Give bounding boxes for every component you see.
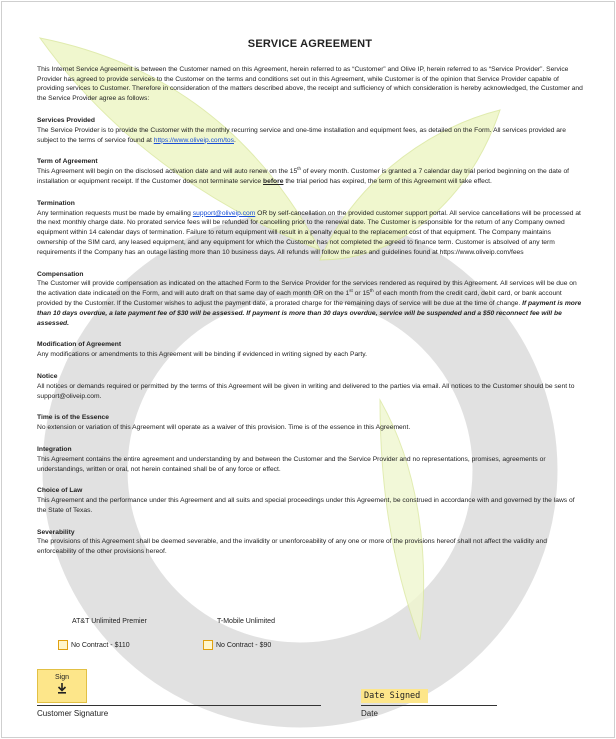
section-text: Any modifications or amendments to this Agreement will be binding if evidenced in writing signed by each Party. <box>37 351 367 359</box>
late-fee-warning: If payment is more than 10 days overdue, a late payment fee of $30 will be assessed. If payment is more than 30 days overdue, service will be suspended and a $50 reconnect fee will be assessed. <box>37 299 582 327</box>
section-heading: Severability <box>37 528 75 536</box>
section-text: This Agreement contains the entire agreement and understanding by and between the Customer and the Service Provider and no representations, promises, agreements or understandings, written or oral, not herein contained shall be of any force or effect. <box>37 455 546 473</box>
date-line <box>361 705 497 706</box>
section-text: The Service Provider is to provide the Customer with the monthly recurring service and one-time installation and equipment fees, as detailed on the Form. All services provided are subject to the terms of service found at <box>37 126 566 144</box>
section-heading: Time is of the Essence <box>37 414 109 422</box>
section-services <box>37 116 583 145</box>
section-text: No extension or variation of this Agreement will operate as a waiver of this provision. Time is of the essence in this Agreement. <box>37 424 411 432</box>
emphasis-before: before <box>263 177 284 185</box>
section-termination <box>37 199 583 258</box>
sign-button[interactable] <box>37 669 87 703</box>
date-signed-field[interactable]: Date Signed <box>361 689 428 703</box>
arrow-down-icon <box>56 682 68 694</box>
intro-paragraph: This Internet Service Agreement is between the Customer named on this Agreement, herein referred to as “Customer” and Olive IP, herein referred to as “Service Provider”. Service Provider has agreed to provide services to the Customer on the terms and conditions set out in this Agreement, while Customer is of the opinion that Service Provider capable of providing services to Customer. Therefore in consideration of the matters described above, the receipt and sufficiency of which consideration is hereby acknowledged, the Customer and the Service Provider agree as follows: <box>37 65 583 103</box>
section-term <box>37 157 583 186</box>
section-choice-of-law <box>37 486 583 515</box>
ordinal-suffix: th <box>297 165 301 171</box>
section-heading: Services Provided <box>37 116 95 124</box>
section-heading: Notice <box>37 372 58 380</box>
tmobile-checkbox[interactable] <box>203 640 213 650</box>
ordinal-suffix: th <box>369 287 374 293</box>
section-text: of each month from the credit card, debit card, or bank account provided by the Customer. If the Customer wishes to adjust the payment date, a prorated charge for the remaining days of service will be due at the time of change. <box>37 290 562 307</box>
signature-line <box>37 705 321 706</box>
section-heading: Compensation <box>37 270 84 278</box>
tmobile-option-label: No Contract - $90 <box>216 641 272 649</box>
sign-button-label: Sign <box>54 674 69 681</box>
section-heading: Term of Agreement <box>37 158 98 166</box>
tos-link[interactable]: https://www.oliveip.com/tos <box>153 136 234 144</box>
section-text-end: . <box>234 136 236 144</box>
section-heading: Termination <box>37 199 75 207</box>
att-checkbox[interactable] <box>58 640 68 650</box>
section-text: or 15 <box>352 290 370 298</box>
signature-caption: Customer Signature <box>37 709 109 718</box>
section-integration <box>37 445 583 474</box>
section-text: Any termination requests must be made by emailing <box>37 209 193 217</box>
section-text: The provisions of this Agreement shall be deemed severable, and the invalidity or unenforceability of any one or more of the provisions hereof shall not affect the validity and enforceability of the other provisions hereof. <box>37 538 547 556</box>
section-text: of every month. Customer is granted a 7 calendar day trial period beginning on the date of installation or equipment receipt. If the Customer does not terminate service <box>37 168 570 185</box>
section-severability <box>37 528 583 557</box>
page-title: SERVICE AGREEMENT <box>247 38 373 50</box>
ordinal-suffix: st <box>349 287 353 293</box>
section-text: the trial period has expired, the term of this Agreement will take effect. <box>283 177 492 185</box>
agreement-body <box>37 40 583 557</box>
section-compensation <box>37 270 583 329</box>
att-plan-label: AT&T Unlimited Premier <box>72 618 147 625</box>
section-heading: Modification of Agreement <box>37 341 122 349</box>
tmobile-no-contract-option[interactable] <box>203 640 271 650</box>
section-text: This Agreement will begin on the disclosed activation date and will auto renew on the 15 <box>37 168 298 176</box>
section-text: The Customer will provide compensation as indicated on the attached Form to the Service Provider for the services rendered as required by this Agreement. All services will be due on the activation date indicated on the Form, and will auto draft on that same day of each month OR on the 1 <box>37 280 577 298</box>
section-notice <box>37 372 583 401</box>
att-no-contract-option[interactable] <box>58 640 130 650</box>
section-text: OR by self-cancellation on the provided customer support portal. All service cancellations will be processed at the next monthly charge date. No prorated service fees will be refunded for cancelling prior to the renewal date. The Customer is responsible for the return of any Company owned equipment within 14 calendar days of termination. Failure to return equipment will result in a penalty equal to the replacement cost of that equipment. The Company maintains ownership of the SIM card, any leased equipment, and any equipment for which the Customer has not completed the agreed to finance term. Customer is absolved of any term requirements if the Company has an outage lasting more than 10 business days. All refunds will follow the rates and guidelines found at https://www.oliveip.com/fees <box>37 209 581 256</box>
section-heading: Integration <box>37 445 72 453</box>
tmobile-plan-label: T-Mobile Unlimited <box>217 618 275 625</box>
section-essence <box>37 413 583 433</box>
section-modification <box>37 340 583 360</box>
date-caption: Date <box>361 709 378 718</box>
section-heading: Choice of Law <box>37 487 83 495</box>
att-option-label: No Contract - $110 <box>71 641 130 649</box>
section-text: All notices or demands required or permitted by the terms of this Agreement will be given in writing and delivered to the parties via email. All notices to the Customer should be sent to support@oliveip.com. <box>37 382 575 400</box>
support-email-link[interactable]: support@oliveip.com <box>192 209 256 217</box>
section-text: This Agreement and the performance under this Agreement and all suits and special proceedings under this Agreement, be construed in accordance with and governed by the laws of the State of Texas. <box>37 497 575 514</box>
